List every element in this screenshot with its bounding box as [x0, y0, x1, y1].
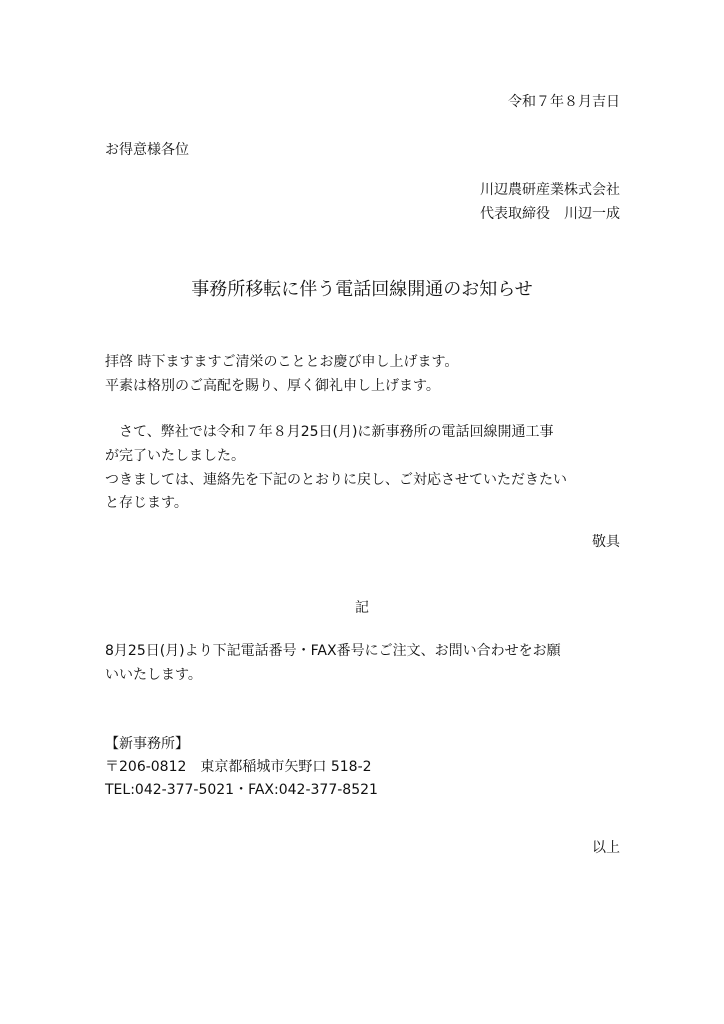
notice-line-1: 8月25日(月)より下記電話番号・FAX番号にご注文、お問い合わせをお願 — [105, 643, 561, 659]
body-line-3: つきましては、連絡先を下記のとおりに戻し、ご対応させていただきたい — [105, 472, 567, 488]
new-office-address: 〒206-0812 東京都稲城市矢野口 518-2 — [105, 759, 372, 775]
closing-keigu: 敬具 — [592, 534, 620, 550]
body-line-4: と存じます。 — [105, 495, 188, 511]
letter-title: 事務所移転に伴う電話回線開通のお知らせ — [191, 279, 533, 300]
sender-representative: 代表取締役 川辺一成 — [480, 206, 620, 222]
greeting-line-2: 平素は格別のご高配を賜り、厚く御礼申し上げます。 — [105, 378, 440, 394]
letter-date: 令和７年８月吉日 — [508, 94, 620, 110]
closing-ijou: 以上 — [592, 840, 620, 856]
new-office-phone-fax: TEL:042-377-5021・FAX:042-377-8521 — [105, 782, 378, 798]
body-line-2: が完了いたしました。 — [105, 448, 245, 464]
notice-line-2: いいたします。 — [105, 667, 202, 683]
new-office-heading: 【新事務所】 — [105, 736, 189, 752]
ki-heading: 記 — [355, 600, 369, 616]
body-line-1: さて、弊社では令和７年８月25日(月)に新事務所の電話回線開通工事 — [105, 424, 554, 440]
greeting-line-1: 拝啓 時下ますますご清栄のこととお慶び申し上げます。 — [105, 354, 459, 370]
sender-company: 川辺農研産業株式会社 — [480, 182, 620, 198]
addressee: お得意様各位 — [105, 142, 189, 158]
